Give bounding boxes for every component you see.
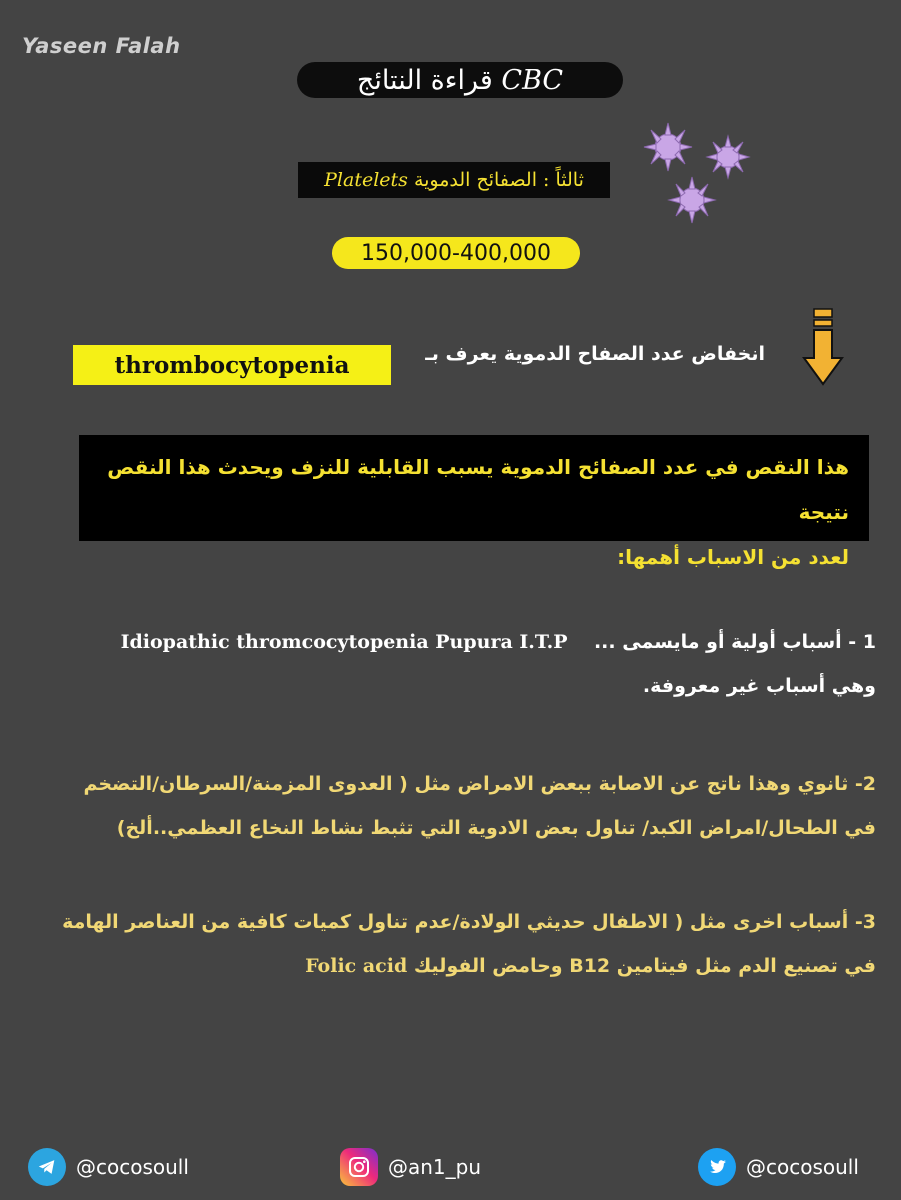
warning-line-1: هذا النقص في عدد الصفائح الدموية يسبب القابلية للنزف ويحدث هذا النقص نتيجة	[107, 455, 849, 524]
cause-primary-english: Idiopathic thromcocytopenia Pupura I.T.P	[120, 631, 568, 653]
twitter-handle: @cocosoull	[746, 1155, 859, 1179]
section-label	[298, 162, 610, 198]
instagram-icon	[340, 1148, 378, 1186]
cause-other-line-1: 3- أسباب اخرى مثل ( الاطفال حديثي الولادة/عدم تناول كميات كافية من العناصر الهامة	[62, 911, 876, 933]
telegram-link[interactable]	[28, 1148, 189, 1186]
platelet-cell-2	[707, 136, 749, 178]
normal-range-badge: 150,000-400,000	[332, 237, 580, 269]
cause-other-english: Folic acid	[305, 955, 408, 977]
arrow-down-icon	[800, 306, 846, 388]
cause-other-arabic: في تصنيع الدم مثل فيتامين B12 وحامض الفوليك	[413, 955, 876, 977]
section-label-arabic: ثالثاً : الصفائح الدموية	[413, 169, 584, 191]
title-arabic: قراءة النتائج	[356, 64, 493, 96]
section-label-english: Platelets	[324, 169, 408, 191]
twitter-link[interactable]	[698, 1148, 859, 1186]
page-title	[297, 62, 623, 98]
warning-line-2: لعدد من الاسباب أهمها:	[617, 545, 849, 569]
cause-primary-line-2: وهي أسباب غير معروفة.	[642, 675, 876, 697]
cause-other-line-2	[40, 944, 876, 988]
author-signature: Yaseen Falah	[22, 34, 181, 58]
instagram-link[interactable]	[340, 1148, 481, 1186]
cause-primary-line-1	[40, 620, 876, 664]
telegram-handle: @cocosoull	[76, 1155, 189, 1179]
title-abbr: CBC	[501, 64, 564, 96]
warning-box	[79, 435, 869, 569]
platelet-cell-1	[644, 123, 692, 171]
cause-primary-arabic: 1 - أسباب أولية أو مايسمى ...	[593, 631, 876, 653]
platelet-cells-illustration	[630, 115, 770, 230]
twitter-icon	[698, 1148, 736, 1186]
term-highlight: thrombocytopenia	[73, 345, 391, 385]
cause-secondary	[40, 762, 876, 850]
cause-primary	[40, 620, 876, 708]
cause-other	[40, 900, 876, 988]
cause-secondary-line-2: في الطحال/امراض الكبد/ تناول بعض الادوية التي تثبط نشاط النخاع العظمي..ألخ)	[116, 817, 876, 839]
cause-secondary-line-1: 2- ثانوي وهذا ناتج عن الاصابة ببعض الامراض مثل ( العدوى المزمنة/السرطان/التضخم	[83, 773, 876, 795]
platelet-cell-3	[669, 177, 715, 223]
telegram-icon	[28, 1148, 66, 1186]
definition-text: انخفاض عدد الصفاح الدموية يعرف بـ	[425, 343, 765, 365]
instagram-handle: @an1_pu	[388, 1155, 482, 1179]
